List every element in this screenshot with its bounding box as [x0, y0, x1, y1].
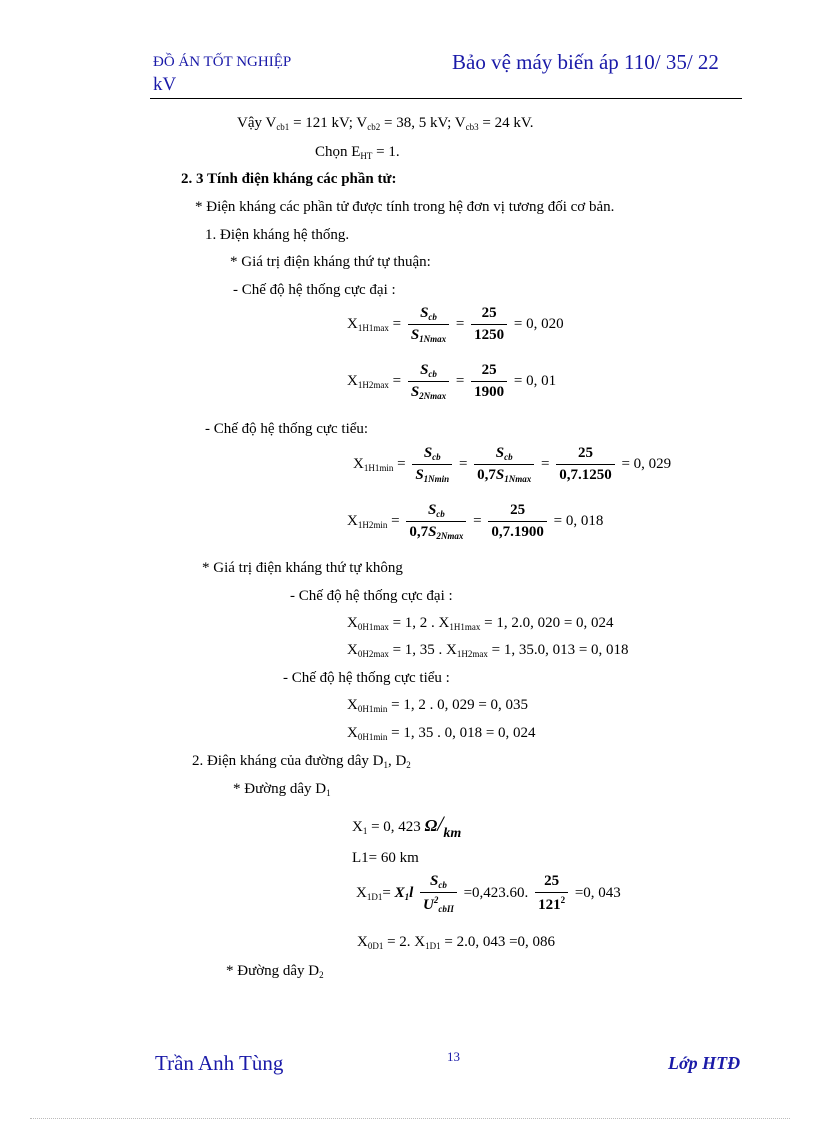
section-heading: 2. 3 Tính điện kháng các phần tử: — [181, 171, 397, 187]
footer-class: Lớp HTĐ — [668, 1053, 741, 1073]
formula-x0d1: $X_{0D1} = 2$. $X_{1D1} = 2.0$, 043 =0, 086 — [357, 934, 556, 951]
formula-x1h1min: $X_{1H1min}$ = $\frac{S_{cb}}{S_{1Nmin}}$ = $\frac{S_{cb}}{0,7S_{1Nmax}}$ = $\frac{25}{0,7.1250}$ = 0, 029 — [353, 445, 672, 484]
line-zero-min-mode: - Chế độ hệ thống cực tiểu : — [283, 670, 450, 686]
page-bottom-border — [30, 1118, 790, 1119]
line-units-note: * Điện kháng các phần tử được tính trong hệ đơn vị tương đối cơ bản. — [195, 199, 615, 215]
line-max-mode: - Chế độ hệ thống cực đại : — [233, 282, 396, 298]
header-doc-type: ĐỒ ÁN TỐT NGHIỆP — [153, 54, 292, 70]
header-divider — [150, 98, 742, 99]
formula-x0h1min-b: $X_{0H1min} = 1$, 35 . 0, 018 = 0, 024 — [347, 725, 536, 742]
line-zero-seq: * Giá trị điện kháng thứ tự không — [202, 560, 403, 576]
formula-x0h2max: $X_{0H2max} = 1$, 35 . $X_{1H2max} = 1$, 35.0, 013 = 0, 018 — [347, 642, 629, 659]
line-system-reactance: 1. Điện kháng hệ thống. — [205, 227, 350, 243]
formula-x0h1min-a: $X_{0H1min} = 1$, 2 . 0, 029 = 0, 035 — [347, 697, 529, 714]
line-length-l1: L1= 60 km — [352, 850, 419, 866]
formula-x0h1max: $X_{0H1max} = 1$, 2 . $X_{1H1max} = 1$, 2.0, 020 = 0, 024 — [347, 615, 614, 632]
formula-x1d1: $X_{1D1}= X_1l$ $\frac{S_{cb}}{U^2_{cbII}}$ =0,423.60. $\frac{25}{121^2}$ =0, 043 — [356, 873, 621, 914]
line-min-mode: - Chế độ hệ thống cực tiểu: — [205, 421, 369, 437]
line-positive-seq: * Giá trị điện kháng thứ tự thuận: — [230, 254, 431, 270]
header-title: Bảo vệ máy biến áp 110/ 35/ 22 — [452, 50, 719, 74]
footer-author: Trần Anh Tùng — [155, 1051, 284, 1075]
formula-x1h2min: $X_{1H2min}$ = $\frac{S_{cb}}{0,7S_{2Nmax}}$ = $\frac{25}{0,7.1900}$ = 0, 018 — [347, 502, 604, 541]
formula-x1h1max: $X_{1H1max}$ = $\frac{S_{cb}}{S_{1Nmax}}$ = $\frac{25}{1250}$ = 0, 020 — [347, 305, 564, 344]
formula-x1-per-km: $X_1 = 0$, 423 $\Omega/_{km}$ — [352, 811, 462, 841]
formula-x1h2max: $X_{1H2max}$ = $\frac{S_{cb}}{S_{2Nmax}}$ = $\frac{25}{1900}$ = 0, 01 — [347, 362, 557, 401]
header-title-continuation: kV — [153, 74, 177, 95]
line-choose-eht: Chọn $E_{HT} = 1$. — [315, 144, 400, 161]
line-base-voltages: Vậy $V_{cb1} = 121$ kV; $V_{cb2} = 38$, 5 kV; $V_{cb3} = 24$ kV. — [237, 115, 534, 132]
line-d2-heading: * Đường dây $D_2$ — [226, 963, 324, 980]
line-d1-heading: * Đường dây $D_1$ — [233, 781, 331, 798]
line-zero-max-mode: - Chế độ hệ thống cực đại : — [290, 588, 453, 604]
page-number: 13 — [447, 1049, 460, 1064]
line-line-reactance: 2. Điện kháng của đường dây $D_1$, $D_2$ — [192, 753, 411, 770]
